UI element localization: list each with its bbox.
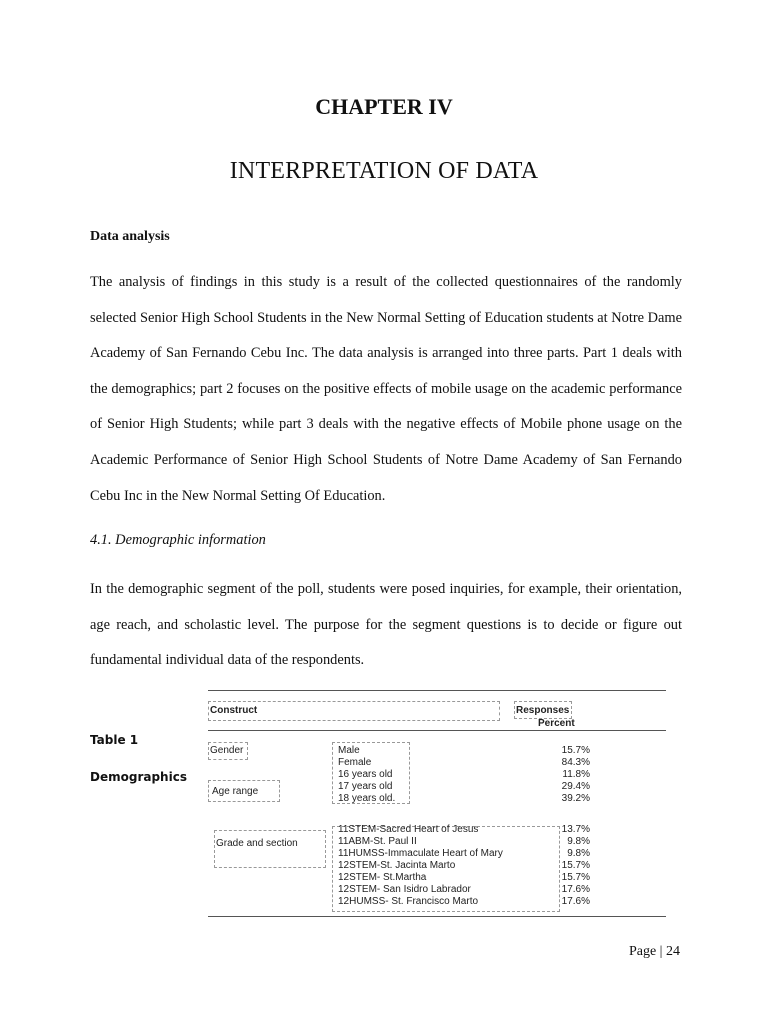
row-percent: 15.7% xyxy=(561,860,590,871)
table-caption: Table 1 xyxy=(90,733,139,747)
row-percent: 17.6% xyxy=(561,896,590,907)
page-title: INTERPRETATION OF DATA xyxy=(229,158,539,184)
table-top-rule xyxy=(208,690,666,691)
table-bottom-rule xyxy=(208,916,666,917)
row-label: 12HUMSS- St. Francisco Marto xyxy=(338,896,479,907)
row-label: 16 years old xyxy=(338,769,393,780)
row-label: 12STEM- St.Martha xyxy=(338,872,427,883)
row-percent: 15.7% xyxy=(561,872,590,883)
row-percent: 17.6% xyxy=(561,884,590,895)
grade-section-box xyxy=(214,830,326,868)
chapter-number: CHAPTER IV xyxy=(315,94,453,119)
row-label: Female xyxy=(338,757,372,768)
row-percent: 84.3% xyxy=(561,757,590,768)
row-label: 12STEM-St. Jacinta Marto xyxy=(338,860,456,871)
header-percent: Percent xyxy=(538,718,575,729)
row-percent: 9.8% xyxy=(567,848,590,859)
group-grade-section: Grade and section xyxy=(216,838,298,849)
row-percent: 13.7% xyxy=(561,824,590,835)
table-title: Demographics xyxy=(90,770,187,784)
row-label: 11ABM-St. Paul II xyxy=(338,836,417,847)
row-label: 18 years old. xyxy=(338,793,396,804)
body-paragraph-analysis: The analysis of findings in this study is a result of the collected questionnaires of the randomly selected Senior High School Students in the New Normal Setting of Education students at Notre Dame Academy of San Fernando Cebu Inc. The data analysis is arranged into three parts. Part 1 deals with the demographics; part 2 focuses on the positive effects of mobile usage on the academic performance of Senior High Students; while part 3 deals with the negative effects of Mobile phone usage on the Academic Performance of Senior High School Students of Notre Dame Academy of San Fernando Cebu Inc in the New Normal Setting Of Education. xyxy=(90,274,682,504)
demographics-table xyxy=(208,690,666,918)
row-percent: 9.8% xyxy=(567,836,590,847)
row-label: 17 years old xyxy=(338,781,393,792)
row-label: 11STEM-Sacred Heart of Jesus xyxy=(338,824,479,835)
row-label: Male xyxy=(338,745,360,756)
page-number: Page | 24 xyxy=(628,944,680,959)
header-construct: Construct xyxy=(210,705,258,716)
row-percent: 29.4% xyxy=(561,781,590,792)
row-label: 12STEM- San Isidro Labrador xyxy=(338,884,471,895)
section-heading: Data analysis xyxy=(90,229,170,244)
group-gender: Gender xyxy=(210,745,244,756)
body-paragraph-demographics: In the demographic segment of the poll, students were posed inquiries, for example, their orientation, age reach, and scholastic level. The purpose for the segment questions is to decide or figure out fundamental individual data of the respondents. xyxy=(90,581,682,669)
header-responses: Responses xyxy=(516,705,570,716)
group-age-range: Age range xyxy=(212,786,259,797)
subsection-heading: 4.1. Demographic information xyxy=(90,532,266,548)
row-label: 11HUMSS-Immaculate Heart of Mary xyxy=(338,848,503,859)
table-header-rule xyxy=(208,730,666,731)
row-percent: 39.2% xyxy=(561,793,590,804)
row-percent: 11.8% xyxy=(562,769,590,780)
row-percent: 15.7% xyxy=(561,745,590,756)
